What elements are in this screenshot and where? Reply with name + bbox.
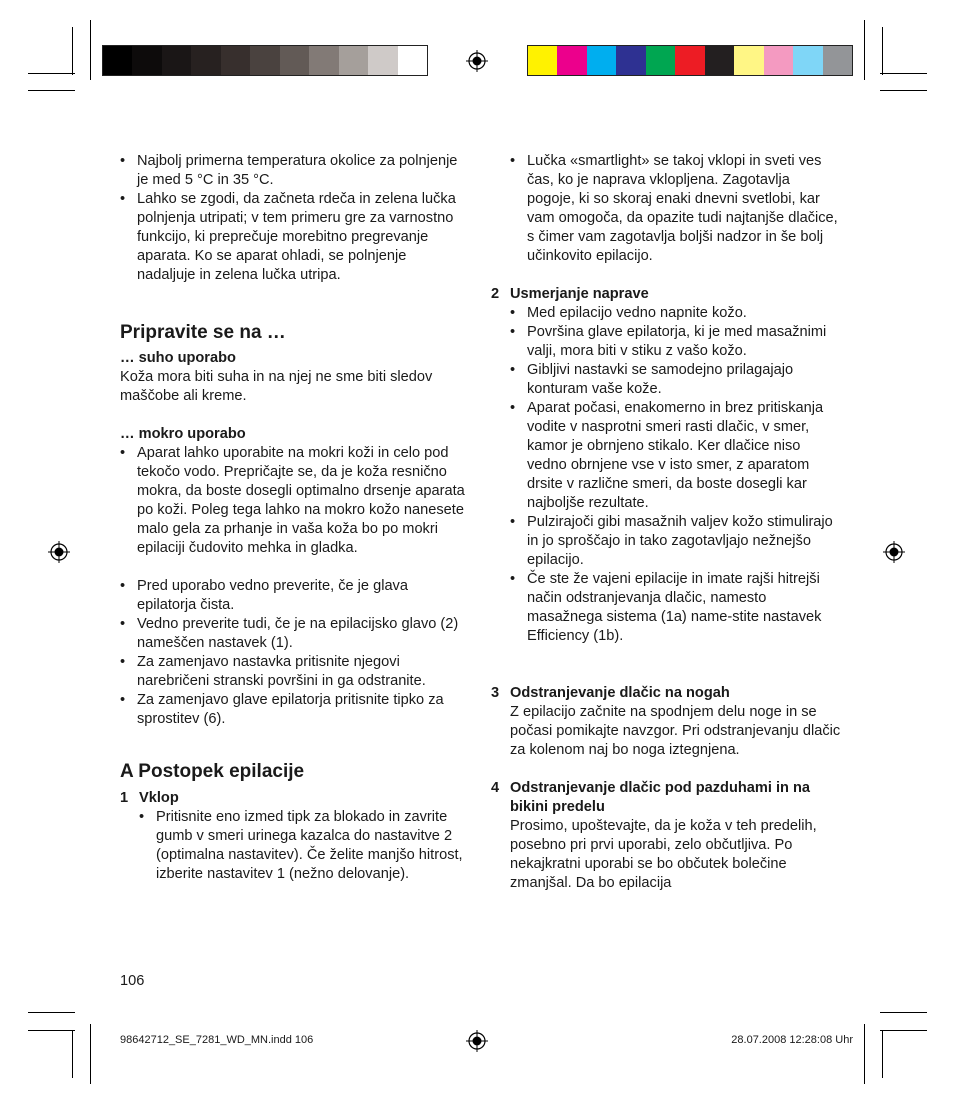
crop-mark: [880, 1012, 927, 1013]
left-column: [120, 152, 465, 884]
color-swatch: [132, 46, 161, 75]
bullet-item: • Aparat lahko uporabite na mokri koži in celo pod tekočo vodo. Prepričajte se, da je koža resnično mokra, da boste dosegli optimalno drsenje aparata po koži. Poleg tega lahko na mokro kožo nanesete malo gela za prhanje in vaša koža bo po mokri epilaciji čudovito mehka in gladka.: [120, 444, 465, 558]
crop-mark: [882, 1030, 883, 1078]
color-swatch: [191, 46, 220, 75]
crop-mark: [880, 1030, 927, 1031]
color-swatch: [705, 46, 734, 75]
bullet-item: • Pritisnite eno izmed tipk za blokado in zavrite gumb v smeri urinega kazalca do nastavitve 2 (optimalna nastavitev). Če želite manjšo hitrost, izberite nastavitev 1 (nežno delovanje).: [139, 808, 465, 884]
crop-mark: [28, 1012, 75, 1013]
paragraph: Koža mora biti suha in na njej ne sme biti sledov maščobe ali kreme.: [120, 369, 433, 404]
grayscale-color-bar: [102, 45, 428, 76]
section-heading: A Postopek epilacije: [120, 761, 305, 782]
bullet-item: • Pulzirajoči gibi masažnih valjev kožo stimulirajo in jo sproščajo in tako zagotavljajo nežnejšo epilacijo.: [510, 513, 841, 570]
crop-mark: [28, 73, 75, 74]
file-slug: 98642712_SE_7281_WD_MN.indd 106: [120, 1034, 314, 1046]
color-swatch: [280, 46, 309, 75]
step-number: 4: [491, 780, 500, 796]
crop-mark: [90, 20, 91, 80]
registration-mark-icon: [883, 541, 905, 563]
step-title: 4 Odstranjevanje dlačic pod pazduhami in na bikini predelu: [491, 780, 811, 815]
color-swatch: [162, 46, 191, 75]
crop-mark: [880, 73, 927, 74]
bullet-item: • Če ste že vajeni epilacije in imate rajši hitrejši način odstranjevanja dlačic, namesto masažnega sistema (1a) name-stite nastavek Efficiency (1b).: [510, 570, 841, 646]
color-swatch: [557, 46, 586, 75]
crop-mark: [864, 20, 865, 80]
registration-mark-icon: [48, 541, 70, 563]
crop-mark: [28, 1030, 75, 1031]
color-swatch: [675, 46, 704, 75]
bullet-item: • Pred uporabo vedno preverite, če je glava epilatorja čista.: [120, 577, 465, 615]
bullet-item: • Najbolj primerna temperatura okolice za polnjenje je med 5 °C in 35 °C.: [120, 152, 465, 190]
color-swatch: [368, 46, 397, 75]
step-number: 2: [491, 286, 500, 302]
right-column: [491, 152, 841, 893]
bullet-item: • Površina glave epilatorja, ki je med masažnimi valji, mora biti v stiku z vašo kožo.: [510, 323, 841, 361]
crop-mark: [880, 90, 927, 91]
color-swatch: [764, 46, 793, 75]
color-swatch: [103, 46, 132, 75]
bullet-item: • Vedno preverite tudi, če je na epilacijsko glavo (2) nameščen nastavek (1).: [120, 615, 465, 653]
step-title: 1 Vklop: [120, 790, 179, 806]
color-swatch: [734, 46, 763, 75]
step-number: 3: [491, 685, 500, 701]
bullet-item: • Aparat počasi, enakomerno in brez pritiskanja vodite v nasprotni smeri rasti dlačic, v smer, kamor je obrnjeno stikalo. Ker dlačice niso vedno obrnjene vse v isto smer, z aparatom drsite v različne smeri, da boste dosegli kar najboljše rezultate.: [510, 399, 841, 513]
crop-mark: [882, 27, 883, 75]
color-swatch: [309, 46, 338, 75]
page-number: 106: [120, 973, 145, 989]
color-swatch: [646, 46, 675, 75]
subheading: … suho uporabo: [120, 350, 236, 366]
date-slug: 28.07.2008 12:28:08 Uhr: [731, 1034, 853, 1046]
crop-mark: [864, 1024, 865, 1084]
registration-mark-icon: [466, 1030, 488, 1052]
color-swatch: [250, 46, 279, 75]
crop-mark: [90, 1024, 91, 1084]
color-swatch: [339, 46, 368, 75]
step-title: 2 Usmerjanje naprave: [491, 286, 649, 302]
crop-mark: [72, 1030, 73, 1078]
crop-mark: [28, 90, 75, 91]
crop-mark: [72, 27, 73, 75]
bullet-item: • Za zamenjavo nastavka pritisnite njegovi narebričeni stranski površini in ga odstranite.: [120, 653, 465, 691]
step-number: 1: [120, 790, 129, 806]
color-swatch: [793, 46, 822, 75]
step-title: 3 Odstranjevanje dlačic na nogah: [491, 685, 730, 701]
color-swatch: [587, 46, 616, 75]
bullet-item: • Lahko se zgodi, da začneta rdeča in zelena lučka polnjenja utripati; v tem primeru gre za varnostno funkcijo, ki preprečuje morebitno pregrevanje aparata. Ko se aparat ohladi, se polnjenje nadaljuje in zelena lučka utripa.: [120, 190, 465, 285]
color-swatch: [528, 46, 557, 75]
bullet-item: • Gibljivi nastavki se samodejno prilagajajo konturam vaše kože.: [510, 361, 841, 399]
paragraph: Prosimo, upoštevajte, da je koža v teh predelih, posebno pri prvi uporabi, zelo občutljiva. Po nekajkratni uporabi se bo občutek bolečine zmanjšal. Da bo epilacija: [510, 818, 817, 891]
color-swatch: [823, 46, 852, 75]
registration-mark-icon: [466, 50, 488, 72]
bullet-item: • Lučka «smartlight» se takoj vklopi in sveti ves čas, ko je naprava vklopljena. Zagotavlja pogoje, ki so skoraj enaki dnevni svetlobi, kar vam omogoča, da opazite tudi najtanjše dlačice, s čimer vam zagotavlja boljši nadzor in še bolj učinkovito epilacijo.: [510, 152, 841, 266]
color-swatch: [398, 46, 427, 75]
bullet-item: • Med epilacijo vedno napnite kožo.: [510, 304, 841, 323]
bullet-item: • Za zamenjavo glave epilatorja pritisnite tipko za sprostitev (6).: [120, 691, 465, 729]
color-swatch: [616, 46, 645, 75]
section-heading: Pripravite se na …: [120, 322, 286, 343]
subheading: … mokro uporabo: [120, 426, 246, 442]
color-swatch: [221, 46, 250, 75]
process-color-bar: [527, 45, 853, 76]
paragraph: Z epilacijo začnite na spodnjem delu noge in se počasi pomikajte navzgor. Pri odstranjevanju dlačic za kolenom naj bo noga iztegnjena.: [510, 704, 841, 758]
